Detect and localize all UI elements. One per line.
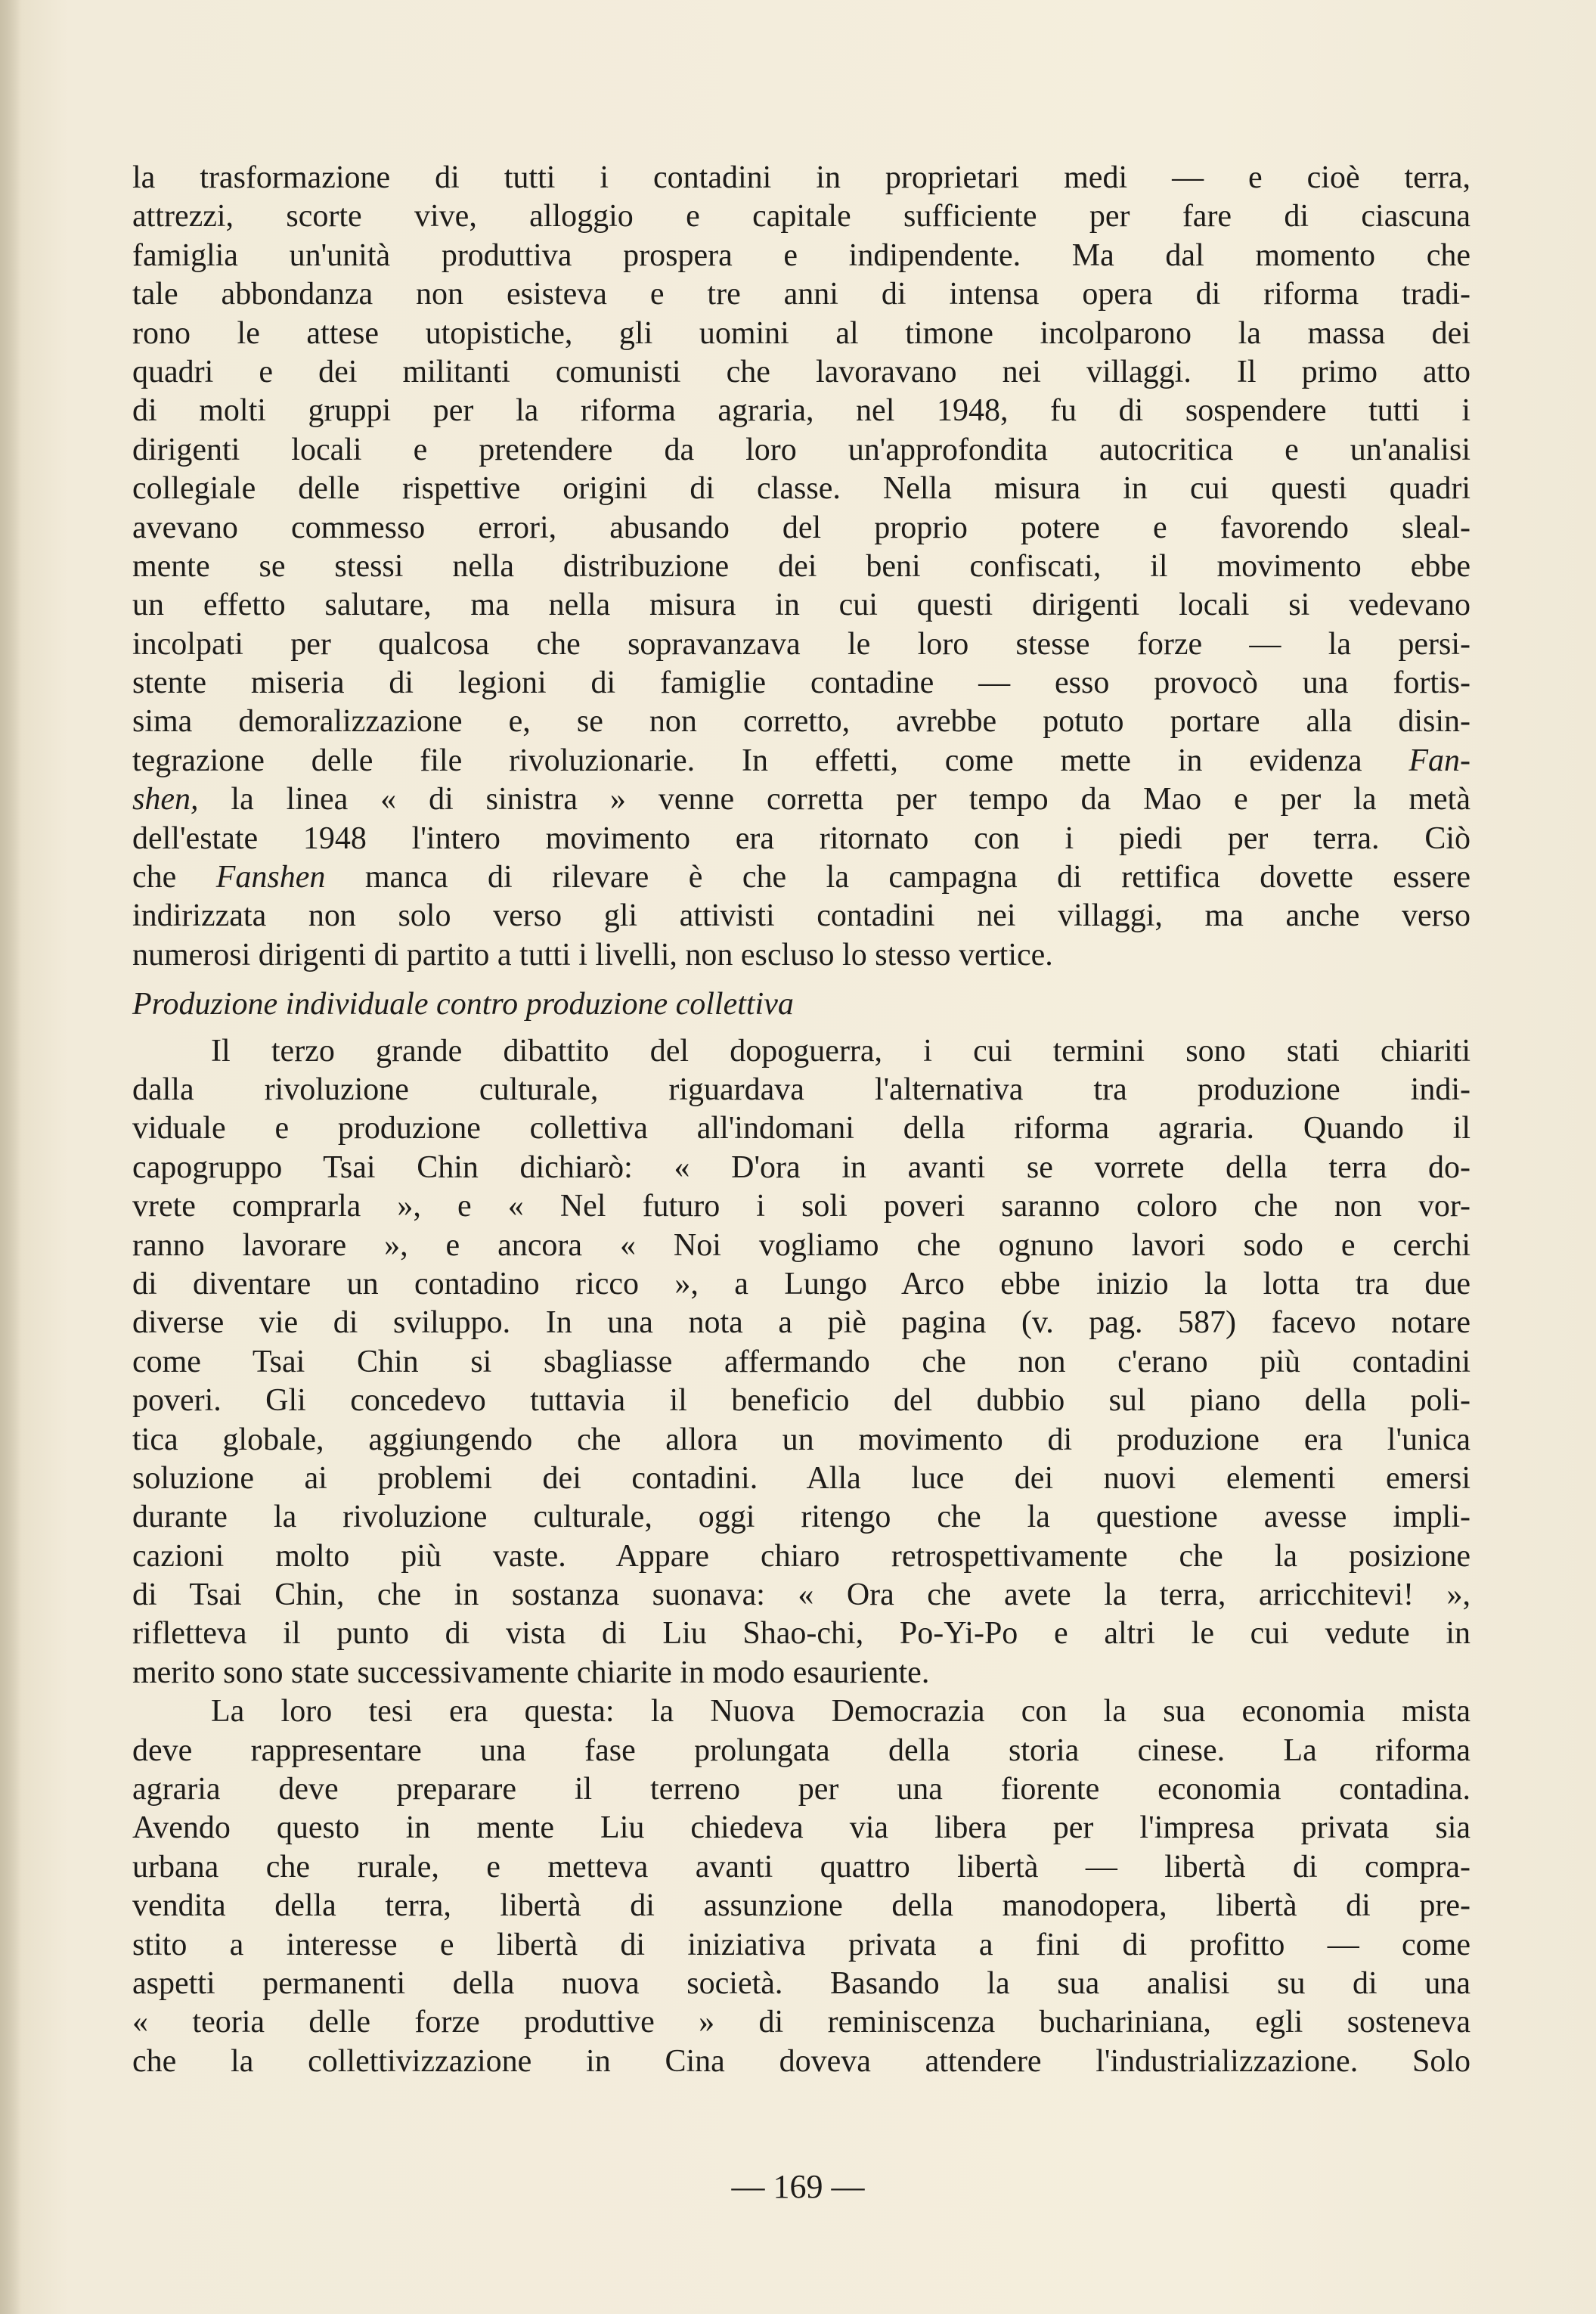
text-line: diverse vie di sviluppo. In una nota a piè pagina (v. pag. 587) facevo notare: [132, 1305, 1470, 1341]
text-line: come Tsai Chin si sbagliasse affermando che non c'erano più contadini: [132, 1344, 1470, 1379]
text-line: quadri e dei militanti comunisti che lavoravano nei villaggi. Il primo atto: [132, 354, 1470, 389]
paragraph-1: [132, 159, 1470, 975]
text-line: aspetti permanenti della nuova società. Basando la sua analisi su di una: [132, 1965, 1470, 2001]
text-segment: manca di rilevare è che la campagna di rettifica dovette essere: [325, 860, 1470, 895]
text-line: poveri. Gli concedevo tuttavia il beneficio del dubbio sul piano della poli-: [132, 1383, 1470, 1419]
text-line: rono le attese utopistiche, gli uomini al timone incolparono la massa dei: [132, 315, 1470, 351]
body-text: [132, 159, 1470, 2081]
text-line: dirigenti locali e pretendere da loro un'approfondita autocritica e un'analisi: [132, 432, 1470, 467]
italic-title: Fan-: [1409, 743, 1470, 778]
text-line: agraria deve preparare il terreno per una fiorente economia contadina.: [132, 1772, 1470, 1807]
text-line: di Tsai Chin, che in sostanza suonava: « Ora che avete la terra, arricchitevi! »,: [132, 1577, 1470, 1613]
text-line: attrezzi, scorte vive, alloggio e capitale sufficiente per fare di ciascuna: [132, 199, 1470, 234]
text-line: di molti gruppi per la riforma agraria, nel 1948, fu di sospendere tutti i: [132, 393, 1470, 429]
text-line: capogruppo Tsai Chin dichiarò: « D'ora in avanti se vorrete della terra do-: [132, 1149, 1470, 1185]
text-segment: tegrazione delle file rivoluzionarie. In effetti, come mette in evidenza: [132, 743, 1362, 778]
text-line: stito a interesse e libertà di iniziativa privata a fini di profitto — come: [132, 1927, 1470, 1962]
text-line: di diventare un contadino ricco », a Lungo Arco ebbe inizio la lotta tra due: [132, 1266, 1470, 1301]
page-number: — 169 —: [731, 2168, 865, 2205]
text-line: mente se stessi nella distribuzione dei beni confiscati, il movimento ebbe: [132, 548, 1470, 584]
text-line: soluzione ai problemi dei contadini. Alla luce dei nuovi elementi emersi: [132, 1460, 1470, 1496]
text-line: rifletteva il punto di vista di Liu Shao-chi, Po-Yi-Po e altri le cui vedute in: [132, 1616, 1470, 1652]
text-segment: la linea « di sinistra » venne corretta per tempo da Mao e per la metà: [198, 782, 1470, 817]
text-line: Il terzo grande dibattito del dopoguerra, i cui termini sono stati chiariti: [211, 1033, 1470, 1069]
text-line: famiglia un'unità produttiva prospera e indipendente. Ma dal momento che: [132, 237, 1470, 273]
text-line: incolpati per qualcosa che sopravanzava le loro stesse forze — la persi-: [132, 626, 1470, 662]
italic-title: shen,: [132, 782, 199, 817]
text-line: collegiale delle rispettive origini di classe. Nella misura in cui questi quadri: [132, 471, 1470, 507]
text-line: cazioni molto più vaste. Appare chiaro retrospettivamente che la posizione: [132, 1538, 1470, 1574]
text-segment: che: [132, 860, 216, 895]
text-line: che la collettivizzazione in Cina doveva attendere l'industrializzazione. Solo: [132, 2043, 1470, 2079]
section-heading: Produzione individuale contro produzione collettiva: [132, 987, 794, 1022]
paragraph-3: [132, 1692, 1470, 2081]
text-line: stente miseria di legioni di famiglie contadine — esso provocò una fortis-: [132, 665, 1470, 701]
text-line: tica globale, aggiungendo che allora un movimento di produzione era l'unica: [132, 1422, 1470, 1457]
text-line: la trasformazione di tutti i contadini in proprietari medi — e cioè terra,: [132, 160, 1470, 195]
text-line: deve rappresentare una fase prolungata della storia cinese. La riforma: [132, 1732, 1470, 1768]
binding-shadow: [0, 0, 21, 2314]
text-line: tale abbondanza non esisteva e tre anni di intensa opera di riforma tradi-: [132, 277, 1470, 312]
text-line: [132, 858, 1470, 897]
text-line: [132, 780, 1470, 819]
text-line: dalla rivoluzione culturale, riguardava l'alternativa tra produzione indi-: [132, 1072, 1470, 1107]
text-line: durante la rivoluzione culturale, oggi ritengo che la questione avesse impli-: [132, 1500, 1470, 1535]
text-line: urbana che rurale, e metteva avanti quattro libertà — libertà di compra-: [132, 1849, 1470, 1884]
italic-title: Fanshen: [215, 860, 326, 895]
text-line: La loro tesi era questa: la Nuova Democrazia con la sua economia mista: [211, 1694, 1470, 1729]
paragraph-2: [132, 1032, 1470, 1693]
text-line: vrete comprarla », e « Nel futuro i soli poveri saranno coloro che non vor-: [132, 1189, 1470, 1224]
text-line: ranno lavorare », e ancora « Noi vogliamo che ognuno lavori sodo e cerchi: [132, 1227, 1470, 1263]
text-line: Avendo questo in mente Liu chiedeva via libera per l'impresa privata sia: [132, 1810, 1470, 1846]
text-line: vendita della terra, libertà di assunzione della manodopera, libertà di pre-: [132, 1888, 1470, 1924]
text-line: [132, 742, 1470, 780]
text-line: un effetto salutare, ma nella misura in cui questi dirigenti locali si vedevano: [132, 588, 1470, 623]
text-line: sima demoralizzazione e, se non corretto, avrebbe potuto portare alla disin-: [132, 704, 1470, 740]
text-line: numerosi dirigenti di partito a tutti i livelli, non escluso lo stesso vertice.: [132, 937, 1053, 972]
text-line: indirizzata non solo verso gli attivisti contadini nei villaggi, ma anche verso: [132, 898, 1470, 934]
text-line: avevano commesso errori, abusando del proprio potere e favorendo sleal-: [132, 510, 1470, 545]
text-line: viduale e produzione collettiva all'indomani della riforma agraria. Quando il: [132, 1111, 1470, 1146]
text-line: merito sono state successivamente chiarite in modo esauriente.: [132, 1655, 930, 1690]
text-line: dell'estate 1948 l'intero movimento era ritornato con i piedi per terra. Ciò: [132, 820, 1470, 856]
text-line: « teoria delle forze produttive » di reminiscenza buchariniana, egli sosteneva: [132, 2005, 1470, 2040]
